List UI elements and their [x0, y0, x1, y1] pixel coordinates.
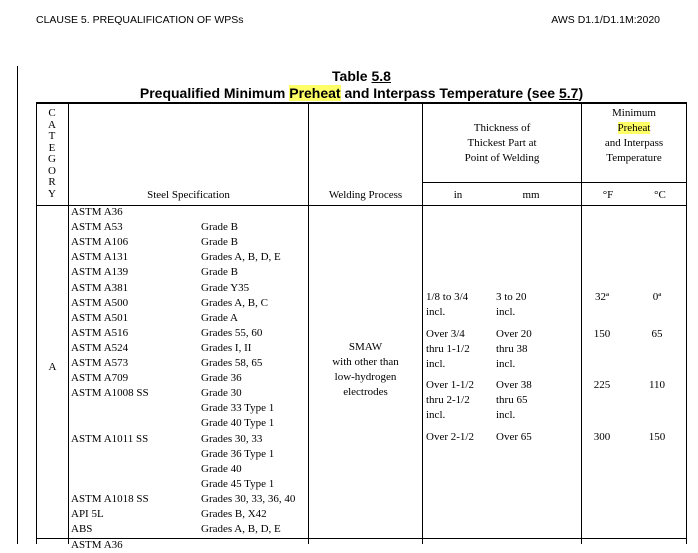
- section-ref-link[interactable]: 5.7: [558, 85, 579, 101]
- temp-f: 150: [593, 328, 611, 340]
- steel-name: ASTM A516: [71, 326, 129, 339]
- next-steel-name: ASTM A36: [71, 539, 123, 552]
- search-highlight: Preheat: [289, 85, 341, 101]
- steel-name: ASTM A573: [71, 357, 129, 369]
- range-mm: Over 38 thru 65 incl.: [496, 379, 532, 421]
- steel-grade: Grades 58, 65: [201, 357, 263, 369]
- steel-grade: Grade 33 Type 1: [201, 402, 275, 415]
- celsius-header: °C: [654, 189, 666, 201]
- range-in: 1/8 to 3/4 incl.: [426, 291, 469, 318]
- steel-grade: Grade A: [201, 311, 238, 324]
- steel-spec-header: Steel Specification: [147, 189, 230, 201]
- welding-process-value: SMAW with other than low-hydrogen electrodes: [332, 341, 399, 398]
- range-in: Over 3/4 thru 1-1/2 incl.: [426, 328, 470, 370]
- fahrenheit-header: °F: [602, 189, 614, 201]
- steel-name: ASTM A709: [71, 372, 129, 385]
- welding-process-header: Welding Process: [328, 189, 403, 201]
- steel-name: ASTM A524: [71, 341, 129, 354]
- steel-name: ASTM A53: [71, 221, 123, 234]
- table-title: Prequalified Minimum Preheat and Interpass Temperature (see 5.7): [139, 85, 584, 101]
- category-letter: R: [48, 176, 56, 188]
- steel-name: ASTM A381: [71, 281, 129, 294]
- page-header-right: AWS D1.1/D1.1M:2020: [551, 14, 660, 26]
- thickness-header: Thickness of Thickest Part at Point of Welding: [464, 122, 540, 164]
- category-letter: O: [48, 164, 56, 177]
- category-value: A: [48, 361, 57, 373]
- steel-grade: Grade 36: [201, 372, 242, 385]
- steel-grade: Grades I, II: [201, 341, 252, 354]
- mm-header: mm: [522, 189, 540, 201]
- category-letter: A: [48, 118, 56, 131]
- steel-name: ASTM A1018 SS: [71, 492, 149, 505]
- steel-grade: Grades A, B, D, E: [201, 523, 281, 536]
- steel-name: ASTM A1008 SS: [71, 387, 149, 400]
- steel-name: ASTM A1011 SS: [71, 432, 149, 445]
- temp-f: 225: [593, 379, 611, 391]
- category-letter: Y: [48, 187, 56, 200]
- steel-grade: Grade B: [201, 221, 238, 234]
- steel-name: ASTM A36: [71, 206, 123, 218]
- steel-grade: Grade B: [201, 266, 238, 279]
- table-number: Table 5.8: [332, 68, 391, 84]
- temp-c: 110: [648, 379, 666, 391]
- steel-grade: Grades 55, 60: [201, 326, 263, 339]
- range-mm: Over 20 thru 38 incl.: [496, 328, 532, 370]
- temp-c: 65: [651, 328, 663, 340]
- steel-grade: Grades 30, 33, 36, 40: [201, 492, 296, 505]
- temp-c: 0ª: [652, 291, 662, 303]
- steel-name: ASTM A139: [71, 266, 129, 279]
- page-header-left: CLAUSE 5. PREQUALIFICATION OF WPSs: [36, 14, 244, 26]
- steel-grade: Grades A, B, C: [201, 296, 268, 309]
- steel-grade: Grade B: [201, 236, 238, 249]
- steel-grade: Grade 30: [201, 387, 242, 400]
- category-letter: E: [48, 141, 56, 154]
- range-mm: Over 65: [496, 431, 532, 443]
- temp-f: 300: [593, 431, 611, 443]
- table-number-link[interactable]: 5.8: [371, 68, 391, 84]
- preheat-table: [36, 102, 687, 552]
- steel-grade: Grade 36 Type 1: [201, 447, 275, 460]
- category-letter: T: [48, 130, 56, 142]
- steel-grade: Grades 30, 33: [201, 432, 263, 445]
- steel-name: ABS: [71, 523, 93, 536]
- steel-name: ASTM A501: [71, 311, 129, 324]
- steel-grade: Grades A, B, D, E: [201, 251, 281, 264]
- range-in: Over 1-1/2 thru 2-1/2 incl.: [426, 379, 474, 421]
- steel-name: API 5L: [71, 508, 104, 520]
- in-header: in: [453, 189, 463, 201]
- range-in: Over 2-1/2: [426, 431, 474, 443]
- category-letter: G: [48, 153, 56, 165]
- temperature-header: Minimum Preheat and Interpass Temperature: [604, 107, 664, 164]
- margin-rule: [17, 66, 18, 544]
- steel-grade: Grade 40 Type 1: [201, 417, 275, 430]
- search-highlight: Preheat: [617, 122, 651, 134]
- steel-grade: Grades B, X42: [201, 508, 267, 520]
- temp-c: 150: [648, 431, 666, 443]
- steel-grade: Grade Y35: [201, 281, 250, 294]
- temp-f: 32ª: [594, 291, 610, 303]
- category-header: [36, 108, 68, 200]
- steel-name: ASTM A131: [71, 251, 129, 264]
- category-letter: C: [48, 107, 56, 119]
- steel-name: ASTM A106: [71, 236, 129, 249]
- steel-name: ASTM A500: [71, 296, 129, 309]
- steel-grade: Grade 40: [201, 462, 242, 475]
- range-mm: 3 to 20 incl.: [496, 291, 527, 318]
- steel-grade: Grade 45 Type 1: [201, 477, 275, 490]
